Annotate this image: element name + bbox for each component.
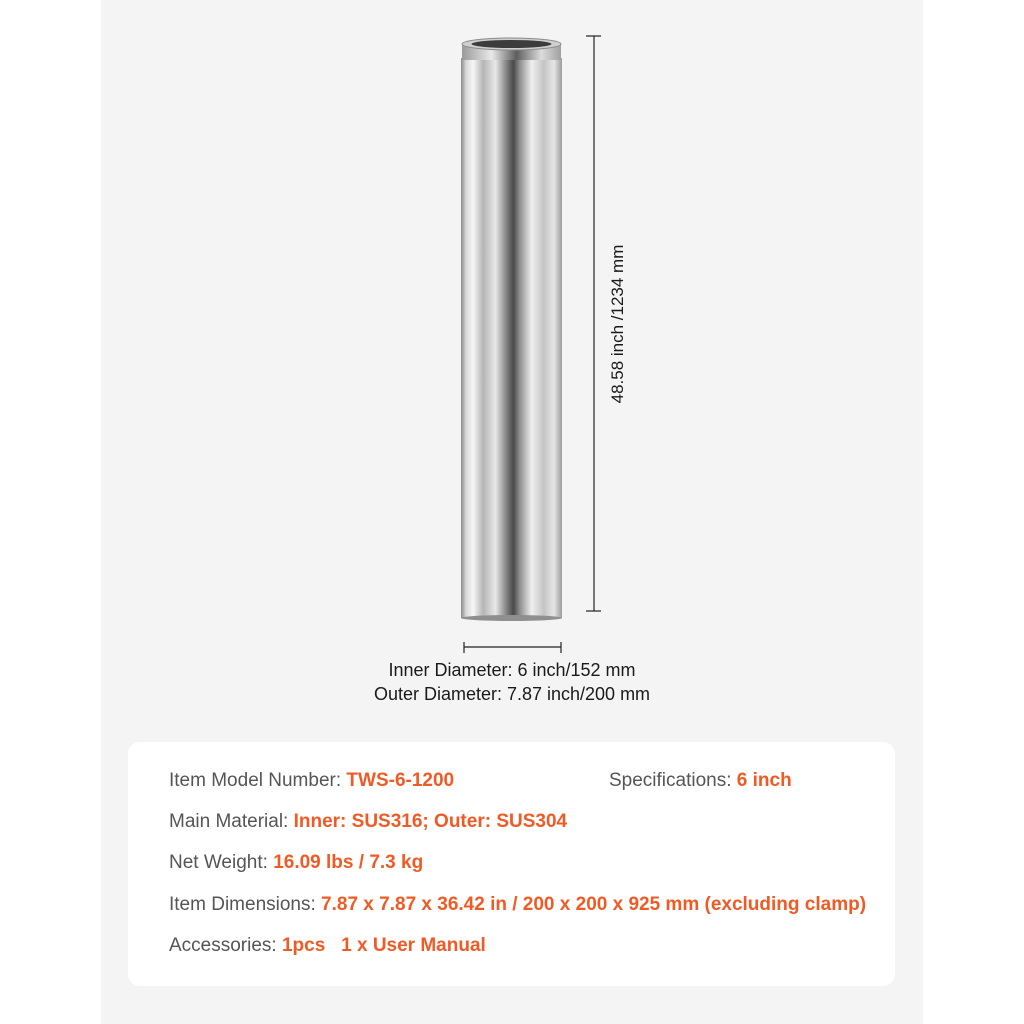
item-dimensions-label: Item Dimensions: bbox=[169, 894, 322, 915]
specifications-card bbox=[128, 742, 895, 986]
inner-diameter-label: Inner Diameter: 6 inch/152 mm bbox=[388, 660, 636, 680]
net-weight-value: 16.09 lbs / 7.3 kg bbox=[273, 852, 424, 873]
net-weight-row bbox=[169, 852, 423, 874]
height-dimension-label: 48.58 inch /1234 mm bbox=[608, 244, 627, 404]
pipe-bottom-edge bbox=[461, 615, 562, 621]
specifications-value: 6 inch bbox=[736, 770, 792, 791]
specifications-row bbox=[609, 770, 792, 792]
accessories-label: Accessories: bbox=[169, 935, 282, 956]
item-dimensions-row bbox=[169, 894, 866, 916]
main-material-value: Inner: SUS316; Outer: SUS304 bbox=[293, 811, 568, 832]
model-number-label: Item Model Number: bbox=[169, 770, 347, 791]
model-number-row bbox=[169, 770, 454, 792]
model-number-value: TWS-6-1200 bbox=[346, 770, 455, 791]
accessories-row bbox=[169, 935, 486, 957]
pipe-opening bbox=[472, 40, 552, 48]
main-material-row bbox=[169, 811, 567, 833]
net-weight-label: Net Weight: bbox=[169, 852, 274, 873]
specifications-label: Specifications: bbox=[609, 770, 737, 791]
pipe-body bbox=[461, 58, 562, 618]
main-material-label: Main Material: bbox=[169, 811, 294, 832]
item-dimensions-value: 7.87 x 7.87 x 36.42 in / 200 x 200 x 925 mm (excluding clamp) bbox=[321, 894, 867, 915]
accessories-value: 1pcs 1 x User Manual bbox=[281, 935, 486, 956]
outer-diameter-label: Outer Diameter: 7.87 inch/200 mm bbox=[373, 684, 651, 704]
